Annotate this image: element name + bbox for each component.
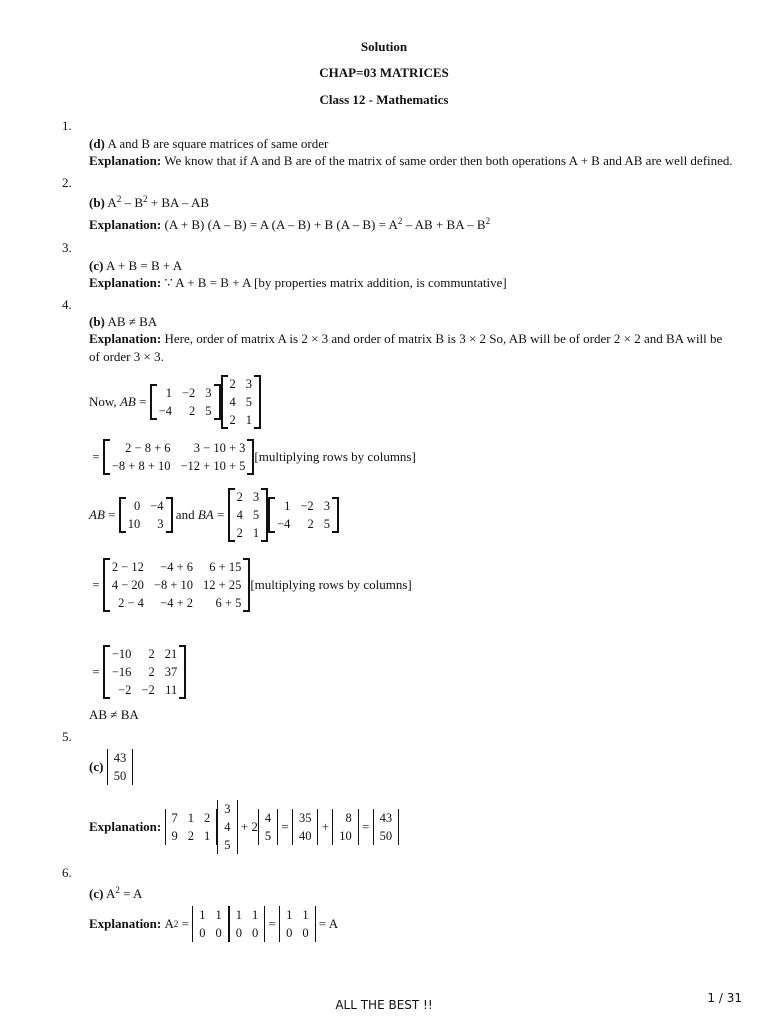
answer-line: (b) $A^2 - B^2$ + BA – AB xyxy=(89,194,209,210)
explanation-line: Explanation: ∵ A + B = B + A [by properties matrix addition, is communtative] xyxy=(89,275,507,290)
question-number: 3. xyxy=(62,240,72,255)
conclusion-line: AB ≠ BA xyxy=(89,707,139,722)
question-number: 5. xyxy=(62,729,72,744)
explanation-line: Explanation: A 2 = 1 1 0 0 1 1 0 0 = 1 1 0 0 = A xyxy=(89,908,339,940)
page-title: Solution xyxy=(360,39,408,54)
explanation-line: Explanation: Here, order of matrix A is 2 × 3 and order of matrix B is 3 × 2 So, AB will be of order 2 × 2 and BA will be xyxy=(89,331,723,346)
page-number: 1 / 31 xyxy=(707,991,742,1005)
question-number: 6. xyxy=(62,865,72,880)
answer-line: (c) 43 50 xyxy=(89,749,133,785)
matrix-a: 1 −2 3 −4 2 5 xyxy=(150,384,221,420)
class-title: Class 12 - Mathematics xyxy=(319,92,449,107)
answer-line: (c) $A^2 = A$ xyxy=(89,885,143,901)
matrix-b: 2 3 4 5 2 1 xyxy=(221,375,262,429)
question-number: 2. xyxy=(62,175,72,190)
question-number: 4. xyxy=(62,297,72,312)
explanation-line: Explanation: 7 1 2 9 2 1 3 4 5 + 2 4 5 = 35 40 + 8 10 = 43 50 xyxy=(89,800,399,854)
chapter-title: CHAP=03 MATRICES xyxy=(319,65,449,80)
explanation-line: of order 3 × 3. xyxy=(89,349,164,364)
footer-text: ALL THE BEST !! xyxy=(335,998,433,1012)
equation-ab: Now, AB = 1 −2 3 −4 2 5 2 3 4 5 2 1 xyxy=(89,375,261,429)
answer-line: (b) AB ≠ BA xyxy=(89,314,158,329)
equation-ba-expand: = 2 − 12 −4 + 6 6 + 15 4 − 20 −8 + 10 12 + 25 2 − 4 −4 + 2 6 + 5 [multiplying rows by columns] xyxy=(89,560,412,610)
explanation-line: Explanation: (A + B) (A – B) = A (A – B) + B $(A - B) = A^2$ – AB + BA – $B^2$ xyxy=(89,216,491,232)
equation-ab-ba: AB = 0 −4 10 3 and BA = 2 3 4 5 2 1 1 −2 3 −4 2 5 xyxy=(89,488,339,542)
answer-line: (d) A and B are square matrices of same order xyxy=(89,136,329,151)
equation-ab-expand: = 2 − 8 + 6 3 − 10 + 3 −8 + 8 + 10 −12 + 10 + 5 [multiplying rows by columns] xyxy=(89,441,416,473)
answer-line: (c) A + B = B + A xyxy=(89,258,183,273)
equation-ba-result: = −10 2 21 −16 2 37 −2 −2 11 xyxy=(89,645,186,699)
question-number: 1. xyxy=(62,118,72,133)
explanation-line: Explanation: We know that if A and B are of the matrix of same order then both operations A + B and AB are well defined. xyxy=(89,153,733,168)
